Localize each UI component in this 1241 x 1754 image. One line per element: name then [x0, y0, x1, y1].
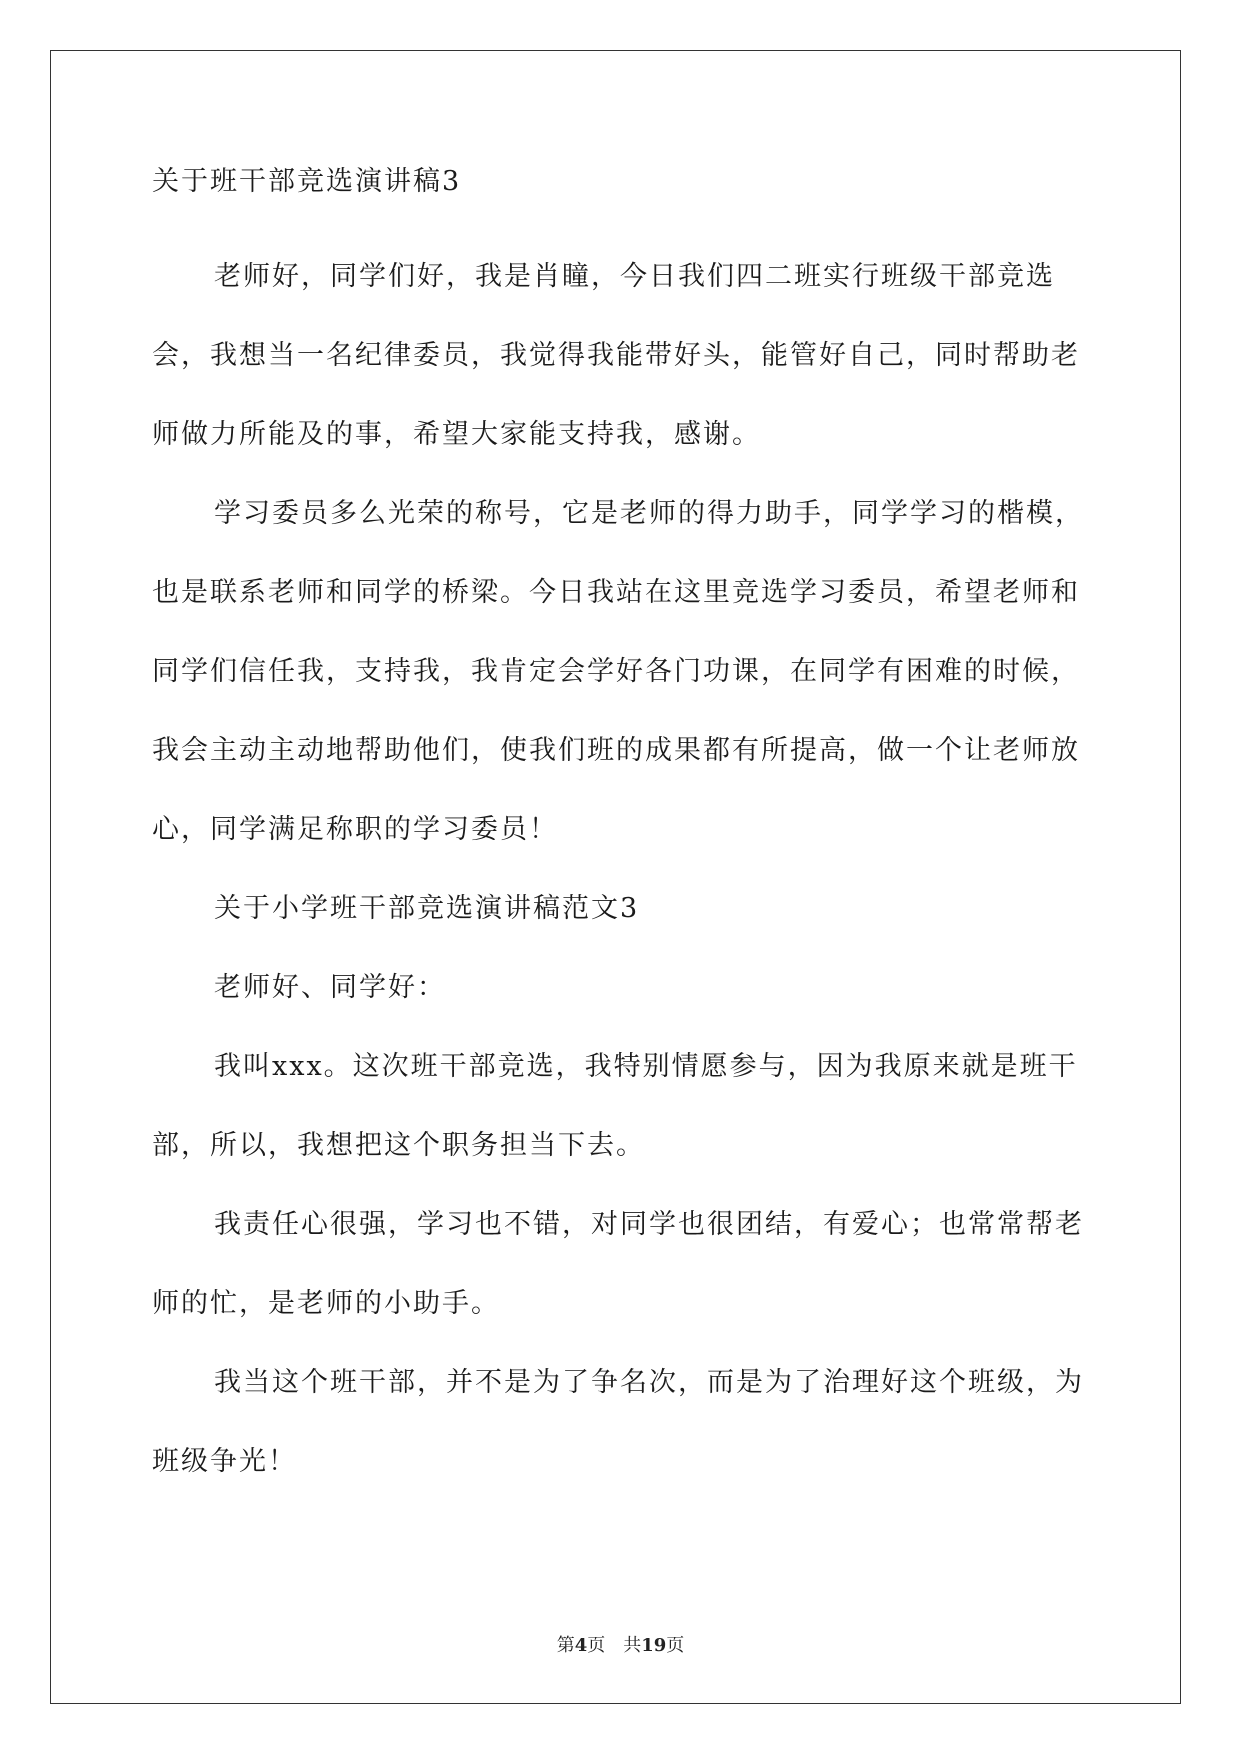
page-footer [0, 1631, 1241, 1657]
paragraph: 学习委员多么光荣的称号，它是老师的得力助手，同学学习的楷模，也是联系老师和同学的桥梁。今日我站在这里竞选学习委员，希望老师和同学们信任我，支持我，我肯定会学好各门功课，在同学有困难的时候，我会主动主动地帮助他们，使我们班的成果都有所提高，做一个让老师放心，同学满足称职的学习委员！ [152, 498, 1084, 845]
document-body [152, 158, 1087, 1501]
footer-suffix: 页 [666, 1635, 685, 1656]
paragraph: 老师好，同学们好，我是肖瞳，今日我们四二班实行班级干部竞选会，我想当一名纪律委员，我觉得我能带好头，能管好自己，同时帮助老师做力所能及的事，希望大家能支持我，感谢。 [152, 261, 1080, 450]
greeting: 老师好、同学好： [214, 972, 446, 1003]
paragraph: 我责任心很强，学习也不错，对同学也很团结，有爱心；也常常帮老师的忙，是老师的小助手。 [152, 1209, 1084, 1319]
footer-middle: 页 共 [587, 1635, 642, 1656]
section-heading: 关于小学班干部竞选演讲稿范文3 [214, 893, 640, 924]
total-page-number: 19 [641, 1635, 667, 1656]
paragraph: 我当这个班干部，并不是为了争名次，而是为了治理好这个班级，为班级争光！ [152, 1367, 1084, 1477]
document-title: 关于班干部竞选演讲稿3 [152, 166, 462, 197]
current-page-number: 4 [574, 1635, 588, 1656]
footer-prefix: 第 [556, 1635, 575, 1656]
paragraph: 我叫xxx。这次班干部竞选，我特别情愿参与，因为我原来就是班干部，所以，我想把这个职务担当下去。 [152, 1051, 1078, 1161]
